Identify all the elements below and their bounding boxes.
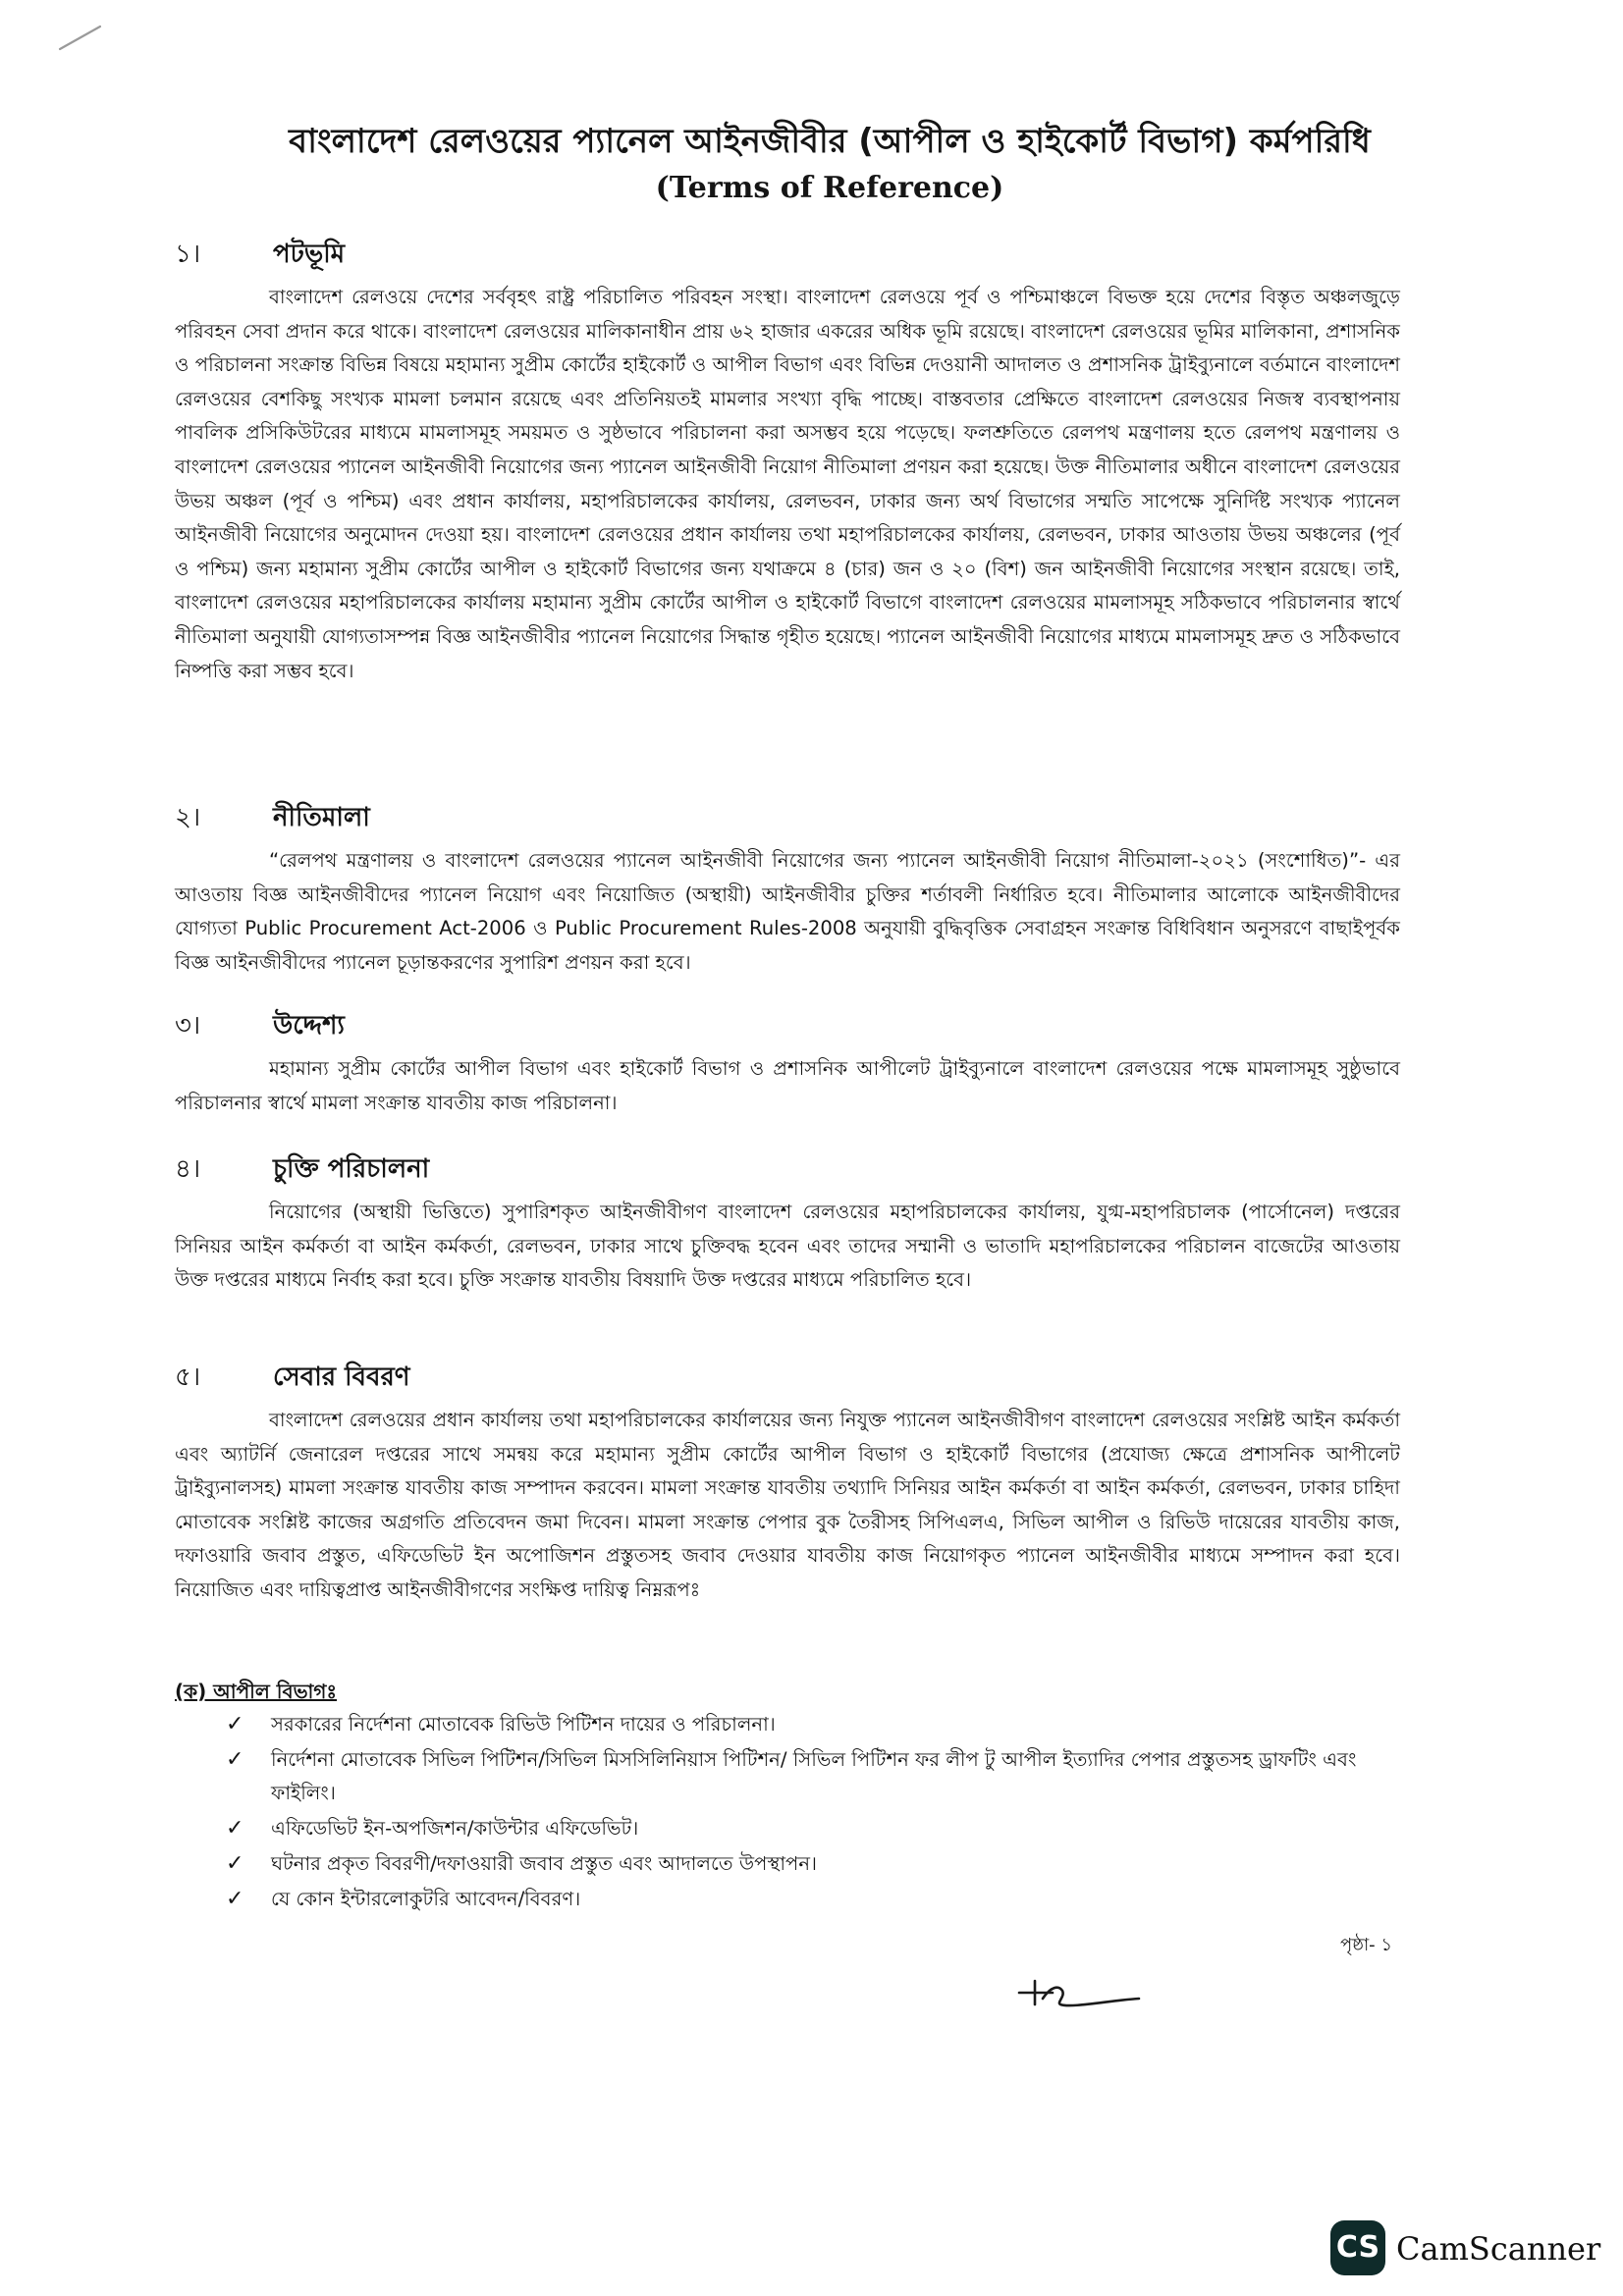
document-subtitle: (Terms of Reference) bbox=[655, 171, 1004, 205]
section-body-policy: “রেলপথ মন্ত্রণালয় ও বাংলাদেশ রেলওয়ের প্যানেল আইনজীবী নিয়োগের জন্য প্যানেল আইনজীবী নিয়োগ নীতিমালা-২০২১ (সংশোধিত)”- এর আওতায় বিজ্ঞ আইনজীবীদের প্যানেল নিয়োগ এবং নিয়োজিত (অস্থায়ী) আইনজীবীর চুক্তির শর্তাবলী নির্ধারিত হবে। নীতিমালার আলোকে আইনজীবীদের যোগ্যতা Public Procurement Act-2006 ও Public Procurement Rules-2008 অনুযায়ী বুদ্ধিবৃত্তিক সেবাগ্রহন সংক্রান্ত বিধিবিধান অনুসরণে বাছাইপূর্বক বিজ্ঞ আইনজীবীদের প্যানেল চূড়ান্তকরণের সুপারিশ প্রণয়ন করা হবে। bbox=[175, 849, 1400, 974]
list-item-text: এফিডেভিট ইন-অপজিশন/কাউন্টার এফিডেভিট। bbox=[271, 1817, 639, 1840]
list-item bbox=[226, 1812, 1404, 1845]
section-heading-services bbox=[175, 1357, 410, 1398]
section-title: চুক্তি পরিচালনা bbox=[273, 1154, 430, 1184]
section-heading-objective bbox=[175, 1005, 345, 1046]
list-item-text: ঘটনার প্রকৃত বিবরণী/দফাওয়ারী জবাব প্রস্তুত এবং আদালতে উপস্থাপন। bbox=[271, 1852, 818, 1875]
section-body-services: বাংলাদেশ রেলওয়ের প্রধান কার্যালয় তথা মহাপরিচালকের কার্যালয়ের জন্য নিযুক্ত প্যানেল আইনজীবীগণ বাংলাদেশ রেলওয়ের সংশ্লিষ্ট আইন কর্মকর্তা এবং অ্যাটর্নি জেনারেল দপ্তরের সাথে সমন্বয় করে মহামান্য সুপ্রীম কোর্টের আপীল বিভাগ ও হাইকোর্ট বিভাগের (প্রযোজ্য ক্ষেত্রে প্রশাসনিক আপীলেট ট্রাইব্যুনালসহ) মামলা সংক্রান্ত যাবতীয় কাজ সম্পাদন করবেন। মামলা সংক্রান্ত যাবতীয় তথ্যাদি সিনিয়র আইন কর্মকর্তা বা আইন কর্মকর্তা, রেলভবন, ঢাকার চাহিদা মোতাবেক সংশ্লিষ্ট কাজের অগ্রগতি প্রতিবেদন জমা দিবেন। মামলা সংক্রান্ত পেপার বুক তৈরীসহ সিপিএলএ, সিভিল আপীল ও রিভিউ দায়েরের যাবতীয় কাজ, দফাওয়ারি জবাব প্রস্তুত, এফিডেভিট ইন অপোজিশন প্রস্তুতসহ জবাব দেওয়ার যাবতীয় কাজ নিয়োগকৃত প্যানেল আইনজীবীর মাধ্যমে সম্পাদন করা হবে। নিয়োজিত এবং দায়িত্বপ্রাপ্ত আইনজীবীগণের সংক্ষিপ্ত দায়িত্ব নিম্নরূপঃ bbox=[175, 1409, 1400, 1601]
checkmark-icon: ✓ bbox=[226, 1887, 244, 1911]
list-item-text: যে কোন ইন্টারলোকুটরি আবেদন/বিবরণ। bbox=[271, 1888, 581, 1910]
checkmark-icon: ✓ bbox=[226, 1816, 244, 1841]
section-body-contract: নিয়োগের (অস্থায়ী ভিত্তিতে) সুপারিশকৃত আইনজীবীগণ বাংলাদেশ রেলওয়ের মহাপরিচালকের কার্যালয়, যুগ্ম-মহাপরিচালক (পার্সোনেল) দপ্তরের সিনিয়র আইন কর্মকর্তা বা আইন কর্মকর্তা, রেলভবন, ঢাকার সাথে চুক্তিবদ্ধ হবেন এবং তাদের সম্মানী ও ভাতাদি মহাপরিচালকের পরিচালন বাজেটের আওতায় উক্ত দপ্তরের মাধ্যমে নির্বাহ করা হবে। চুক্তি সংক্রান্ত যাবতীয় বিষয়াদি উক্ত দপ্তরের মাধ্যমে পরিচালিত হবে। bbox=[175, 1201, 1400, 1292]
document-title: বাংলাদেশ রেলওয়ের প্যানেল আইনজীবীর (আপীল ও হাইকোর্ট বিভাগ) কর্মপরিধি bbox=[289, 122, 1371, 161]
camscanner-logo-icon: CS bbox=[1330, 2220, 1385, 2275]
section-heading-contract bbox=[175, 1148, 429, 1190]
checkmark-icon: ✓ bbox=[226, 1851, 244, 1876]
section-number: ৪। bbox=[175, 1154, 201, 1184]
list-item bbox=[226, 1743, 1404, 1810]
section-heading-background bbox=[175, 234, 345, 275]
section-number: ২। bbox=[175, 803, 201, 832]
section-title: পটভূমি bbox=[273, 240, 346, 269]
appeal-duties-list bbox=[226, 1708, 1404, 1918]
list-item bbox=[226, 1883, 1404, 1916]
appeal-division-heading: (ক) আপীল বিভাগঃ bbox=[175, 1680, 338, 1703]
section-heading-policy bbox=[175, 797, 370, 838]
list-item-text: সরকারের নির্দেশনা মোতাবেক রিভিউ পিটিশন দায়ের ও পরিচালনা। bbox=[271, 1713, 776, 1735]
checkmark-icon: ✓ bbox=[226, 1712, 244, 1736]
section-title: সেবার বিবরণ bbox=[273, 1362, 410, 1392]
list-item-text: নির্দেশনা মোতাবেক সিভিল পিটিশন/সিভিল মিসসিলিনিয়াস পিটিশন/ সিভিল পিটিশন ফর লীপ টু আপীল ইত্যাদির পেপার প্রস্তুতসহ ড্রাফটিং এবং ফাইলিং। bbox=[271, 1748, 1357, 1804]
section-title: উদ্দেশ্য bbox=[273, 1011, 345, 1041]
signature-mark bbox=[1011, 1973, 1144, 2012]
section-number: ১। bbox=[175, 240, 201, 269]
section-title: নীতিমালা bbox=[273, 803, 370, 832]
page-number: পৃষ্ঠা- ১ bbox=[1340, 1935, 1393, 1955]
section-body-objective: মহামান্য সুপ্রীম কোর্টের আপীল বিভাগ এবং হাইকোর্ট বিভাগ ও প্রশাসনিক আপীলেট ট্রাইব্যুনালে বাংলাদেশ রেলওয়ের পক্ষে মামলাসমূহ সুষ্ঠুভাবে পরিচালনার স্বার্থে মামলা সংক্রান্ত যাবতীয় কাজ পরিচালনা। bbox=[175, 1057, 1400, 1114]
camscanner-watermark: CamScanner bbox=[1396, 2230, 1601, 2268]
section-number: ৫। bbox=[175, 1362, 201, 1392]
section-number: ৩। bbox=[175, 1011, 201, 1041]
section-body-background: বাংলাদেশ রেলওয়ে দেশের সর্ববৃহৎ রাষ্ট্র পরিচালিত পরিবহন সংস্থা। বাংলাদেশ রেলওয়ে পূর্ব ও পশ্চিমাঞ্চলে বিভক্ত হয়ে দেশের বিস্তৃত অঞ্চলজুড়ে পরিবহন সেবা প্রদান করে থাকে। বাংলাদেশ রেলওয়ের মালিকানাধীন প্রায় ৬২ হাজার একরের অধিক ভূমি রয়েছে। বাংলাদেশ রেলওয়ের ভূমির মালিকানা, প্রশাসনিক ও পরিচালনা সংক্রান্ত বিভিন্ন বিষয়ে মহামান্য সুপ্রীম কোর্টের হাইকোর্ট ও আপীল বিভাগ এবং বিভিন্ন দেওয়ানী আদালত ও প্রশাসনিক ট্রাইব্যুনালে বর্তমানে বাংলাদেশ রেলওয়ের বেশকিছু সংখ্যক মামলা চলমান রয়েছে এবং প্রতিনিয়তই মামলার সংখ্যা বৃদ্ধি পাচ্ছে। বাস্তবতার প্রেক্ষিতে বাংলাদেশ রেলওয়ের নিজস্ব ব্যবস্থাপনায় পাবলিক প্রসিকিউটরের মাধ্যমে মামলাসমূহ সময়মত ও সুষ্ঠভাবে পরিচালনা করা অসম্ভব হয়ে পড়েছে। ফলশ্রুতিতে রেলপথ মন্ত্রণালয় হতে রেলপথ মন্ত্রণালয় ও বাংলাদেশ রেলওয়ের প্যানেল আইনজীবী নিয়োগের জন্য প্যানেল আইনজীবী নিয়োগ নীতিমালা প্রণয়ন করা হয়েছে। উক্ত নীতিমালার অধীনে বাংলাদেশ রেলওয়ের উভয় অঞ্চল (পূর্ব ও পশ্চিম) এবং প্রধান কার্যালয়, মহাপরিচালকের কার্যালয়, রেলভবন, ঢাকার জন্য অর্থ বিভাগের সম্মতি সাপেক্ষে সুনির্দিষ্ট সংখ্যক প্যানেল আইনজীবী নিয়োগের অনুমোদন দেওয়া হয়। বাংলাদেশ রেলওয়ের প্রধান কার্যালয় তথা মহাপরিচালকের কার্যালয়, রেলভবন, ঢাকার আওতায় উভয় অঞ্চলের (পূর্ব ও পশ্চিম) জন্য মহামান্য সুপ্রীম কোর্টের আপীল ও হাইকোর্ট বিভাগের জন্য যথাক্রমে ৪ (চার) জন ও ২০ (বিশ) জন আইনজীবী নিয়োগের সংস্থান রয়েছে। তাই, বাংলাদেশ রেলওয়ের মহাপরিচালকের কার্যালয় মহামান্য সুপ্রীম কোর্টের আপীল ও হাইকোর্ট বিভাগে বাংলাদেশ রেলওয়ের মামলাসমূহ সঠিকভাবে পরিচালনার স্বার্থে নীতিমালা অনুযায়ী যোগ্যতাসম্পন্ন বিজ্ঞ আইনজীবীর প্যানেল নিয়োগের সিদ্ধান্ত গৃহীত হয়েছে। প্যানেল আইনজীবী নিয়োগের মাধ্যমে মামলাসমূহ দ্রুত ও সঠিকভাবে নিষ্পত্তি করা সম্ভব হবে। bbox=[175, 286, 1401, 682]
list-item bbox=[226, 1708, 1404, 1741]
pen-stroke-mark bbox=[57, 22, 104, 53]
list-item bbox=[226, 1847, 1404, 1881]
checkmark-icon: ✓ bbox=[226, 1747, 244, 1772]
